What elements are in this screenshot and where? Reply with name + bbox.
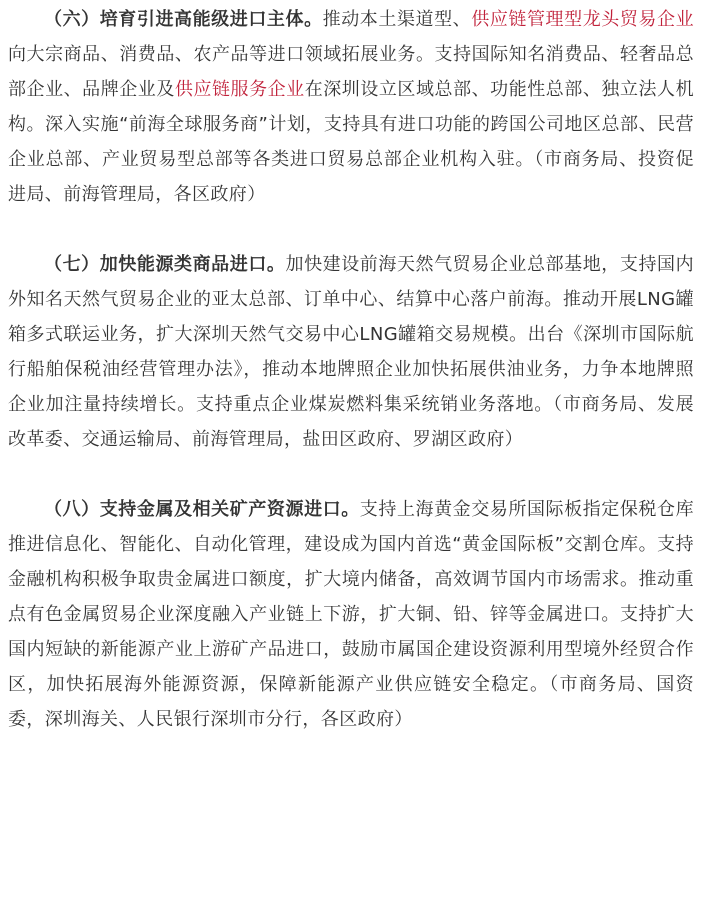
paragraph-eight	[8, 492, 694, 737]
paragraph-six-text-2: 向大宗商品、消费品、农产品等进口领域拓展业务。支持国际知名消费品、轻奢品总部企业、品牌企业及	[8, 44, 694, 100]
supply-chain-service-enterprise-link[interactable]: 供应链服务企业	[174, 79, 305, 100]
paragraph-six	[8, 0, 694, 212]
paragraph-seven-text: 加快建设前海天然气贸易企业总部基地，支持国内外知名天然气贸易企业的亚太总部、订单中心、结算中心落户前海。推动开展LNG罐箱多式联运业务，扩大深圳天然气交易中心LNG罐箱交易规模。出台《深圳市国际航行船舶保税油经营管理办法》，推动本地牌照企业加快拓展供油业务，力争本地牌照企业加注量持续增长。支持重点企业煤炭燃料集采统销业务落地。（市商务局、发展改革委、交通运输局、前海管理局，盐田区政府、罗湖区政府）	[8, 254, 694, 450]
paragraph-six-heading: （六）培育引进高能级进口主体。	[44, 9, 323, 30]
paragraph-seven-heading: （七）加快能源类商品进口。	[44, 254, 286, 275]
paragraph-seven	[8, 247, 694, 457]
paragraph-six-text-3: 在深圳设立区域总部、功能性总部、独立法人机构。深入实施“前海全球服务商”计划，支持具有进口功能的跨国公司地区总部、民营企业总部、产业贸易型总部等各类进口贸易总部企业机构入驻。（市商务局、投资促进局、前海管理局，各区政府）	[8, 79, 694, 205]
paragraph-six-text-1: 推动本土渠道型、	[322, 9, 472, 30]
paragraph-eight-text: 支持上海黄金交易所国际板指定保税仓库推进信息化、智能化、自动化管理，建设成为国内首选“黄金国际板”交割仓库。支持金融机构积极争取贵金属进口额度，扩大境内储备，高效调节国内市场需求。推动重点有色金属贸易企业深度融入产业链上下游，扩大铜、铅、锌等金属进口。支持扩大国内短缺的新能源产业上游矿产品进口，鼓励市属国企建设资源利用型境外经贸合作区，加快拓展海外能源资源，保障新能源产业供应链安全稳定。（市商务局、国资委，深圳海关、人民银行深圳市分行，各区政府）	[8, 499, 694, 730]
supply-chain-leading-enterprise-link[interactable]: 供应链管理型龙头贸易企业	[471, 9, 694, 30]
paragraph-eight-heading: （八）支持金属及相关矿产资源进口。	[44, 499, 360, 520]
